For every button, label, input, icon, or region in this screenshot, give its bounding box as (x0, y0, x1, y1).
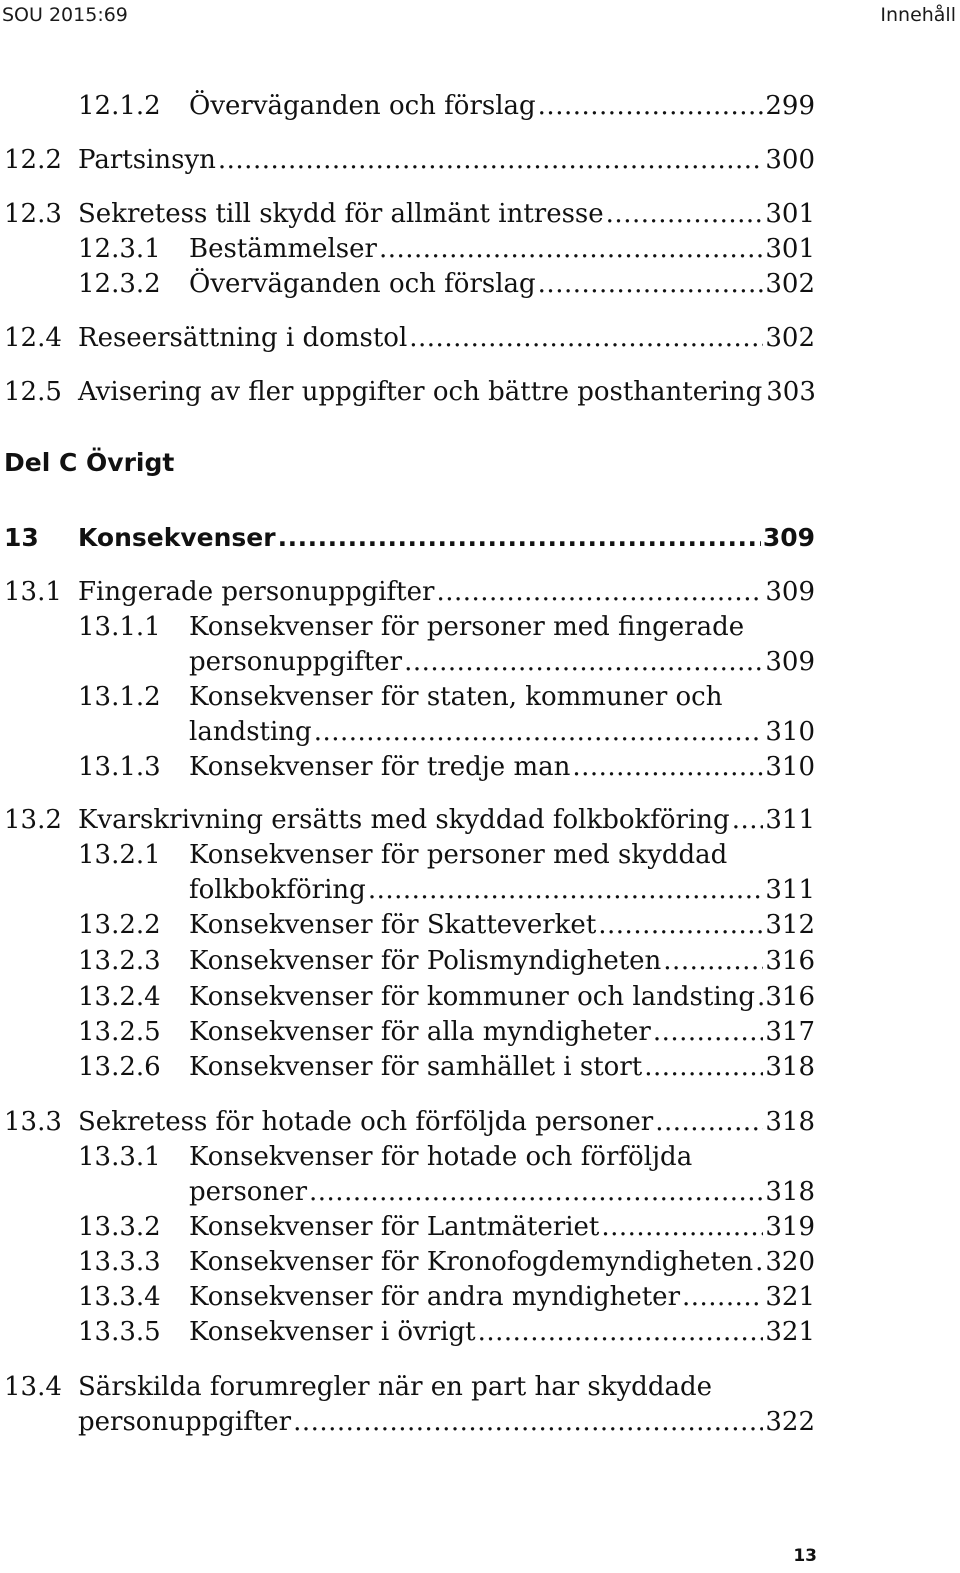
toc-entry-title: Konsekvenser för kommuner och landsting (189, 982, 756, 1012)
toc-entry-line (189, 750, 815, 785)
toc-entry-line (78, 143, 815, 178)
toc-entry-line (189, 1315, 815, 1350)
toc-leader-dots (538, 267, 764, 302)
toc-entry-line (189, 715, 815, 750)
toc-entry-page: 300 (765, 145, 815, 175)
toc-entry-title: personer (189, 1177, 308, 1207)
toc-entry-line (189, 89, 815, 124)
toc-entry-number: 12.3 (4, 199, 62, 229)
toc-entry-line (189, 1050, 815, 1085)
toc-entry-number: 13.4 (4, 1372, 62, 1402)
toc-entry-title: Konsekvenser för samhället i stort (189, 1052, 643, 1082)
toc-entry-number: 12.4 (4, 323, 62, 353)
toc-entry-line (189, 1175, 815, 1210)
toc-entry-title: Sekretess för hotade och förföljda personer (78, 1107, 654, 1137)
toc-entry-title: Konsekvenser för Kronofogdemyndigheten (189, 1247, 754, 1277)
toc-entry-page: 302 (765, 269, 815, 299)
toc-entry-number: 13.2.5 (78, 1017, 161, 1047)
toc-leader-dots (757, 980, 763, 1015)
toc-entry-title: Särskilda forumregler när en part har skyddade (78, 1372, 713, 1402)
toc-entry[interactable] (0, 1210, 960, 1245)
toc-entry-line (189, 1245, 815, 1280)
toc-entry-line (189, 1280, 815, 1315)
toc-entry-line (78, 803, 815, 838)
toc-leader-dots (314, 715, 764, 750)
toc-entry-title: Konsekvenser för personer med fingerade (189, 612, 745, 642)
chapter-line (78, 520, 815, 555)
toc-leader-dots (538, 89, 764, 124)
toc-entry-title: Partsinsyn (78, 145, 216, 175)
toc-entry-number: 13.3.5 (78, 1317, 161, 1347)
toc-entry-line (189, 267, 815, 302)
toc-entry[interactable] (0, 267, 960, 302)
toc-entry-title: Reseersättning i domstol (78, 323, 408, 353)
toc-leader-dots (409, 321, 763, 356)
toc-leader-dots (379, 232, 763, 267)
toc-entry[interactable] (0, 321, 960, 356)
toc-entry[interactable] (0, 980, 960, 1015)
toc-entry-line (189, 980, 815, 1015)
toc-entry-page: 310 (765, 752, 815, 782)
toc-entry-page: 316 (765, 982, 815, 1012)
toc-entry-title: Kvarskrivning ersätts med skyddad folkbokföring (78, 805, 730, 835)
toc-entry[interactable] (0, 680, 960, 750)
toc-entry-number: 13.2 (4, 805, 62, 835)
toc-entry[interactable] (0, 1315, 960, 1350)
toc-entry-page: 318 (765, 1177, 815, 1207)
toc-entry-title: folkbokföring (189, 875, 366, 905)
toc-entry-line (189, 873, 815, 908)
toc-entry-line (78, 321, 815, 356)
toc-entry[interactable] (0, 1050, 960, 1085)
toc-entry-title: landsting (189, 717, 312, 747)
toc-entry-title: Fingerade personuppgifter (78, 577, 435, 607)
toc-entry-title: Konsekvenser för Lantmäteriet (189, 1212, 600, 1242)
toc-entry-number: 13.3.3 (78, 1247, 161, 1277)
toc-entry-number: 13.3 (4, 1107, 62, 1137)
toc-leader-dots (601, 1210, 763, 1245)
toc-entry-title: Konsekvenser för staten, kommuner och (189, 682, 723, 712)
toc-entry-number: 13.1.3 (78, 752, 161, 782)
page-number: 13 (793, 1546, 817, 1566)
toc-entry-title: Konsekvenser för personer med skyddad (189, 840, 728, 870)
toc-entry-line (78, 375, 815, 410)
toc-entry-number: 13.2.2 (78, 910, 161, 940)
toc-entry-page: 318 (765, 1107, 815, 1137)
toc-entry-number: 12.2 (4, 145, 62, 175)
toc-entry-title: Konsekvenser för tredje man (189, 752, 571, 782)
toc-entry-number: 13.2.1 (78, 840, 161, 870)
toc-entry-title: Konsekvenser i övrigt (189, 1317, 476, 1347)
toc-leader-dots (655, 1105, 763, 1140)
toc-entry-title: Överväganden och förslag (189, 269, 536, 299)
toc-entry-number: 13.3.2 (78, 1212, 161, 1242)
toc-entry-line (189, 232, 815, 267)
toc-leader-dots (653, 1015, 764, 1050)
toc-entry-number: 13.1.1 (78, 612, 161, 642)
toc-entry-page: 309 (765, 647, 815, 677)
chapter-page: 309 (762, 523, 815, 552)
toc-entry-page: 301 (765, 234, 815, 264)
toc-entry[interactable] (0, 143, 960, 178)
toc-entry-number: 12.5 (4, 377, 62, 407)
toc-entry-number: 12.1.2 (78, 91, 161, 121)
running-header-right: Innehåll (880, 4, 956, 26)
toc-entry-line (189, 645, 815, 680)
toc-entry-number: 13.2.3 (78, 946, 161, 976)
toc-entry[interactable] (0, 375, 960, 410)
toc-entry[interactable] (0, 575, 960, 610)
toc-entry-page: 310 (765, 717, 815, 747)
toc-leader-dots (644, 1050, 763, 1085)
toc-entry-number: 12.3.2 (78, 269, 161, 299)
toc-entry-page: 318 (765, 1052, 815, 1082)
toc-entry-number: 13.2.4 (78, 982, 161, 1012)
toc-entry-title: personuppgifter (189, 647, 403, 677)
toc-entry-page: 316 (765, 946, 815, 976)
toc-entry-page: 317 (765, 1017, 815, 1047)
toc-entry-page: 301 (765, 199, 815, 229)
toc-entry-page: 311 (765, 875, 815, 905)
toc-entry-line (189, 1015, 815, 1050)
toc-entry-line (78, 1105, 815, 1140)
toc-leader-dots (478, 1315, 764, 1350)
toc-entry-line (189, 944, 815, 979)
toc-entry[interactable] (0, 1140, 960, 1210)
chapter-title: Konsekvenser (78, 523, 276, 552)
toc-leader-dots (436, 575, 763, 610)
toc-entry-number: 13.1.2 (78, 682, 161, 712)
toc-entry[interactable] (0, 1370, 960, 1440)
toc-entry-page: 312 (765, 910, 815, 940)
toc-leader-dots (606, 197, 764, 232)
toc-entry[interactable] (0, 610, 960, 680)
toc-leader-dots (663, 944, 763, 979)
toc-entry[interactable] (0, 1245, 960, 1280)
toc-entry-title: Sekretess till skydd för allmänt intresse (78, 199, 604, 229)
toc-leader-dots (368, 873, 764, 908)
running-header-left: SOU 2015:69 (2, 4, 128, 26)
toc-entry-number: 13.2.6 (78, 1052, 161, 1082)
toc-entry[interactable] (0, 1015, 960, 1050)
toc-entry-number: 12.3.1 (78, 234, 161, 264)
toc-entry-page: 319 (765, 1212, 815, 1242)
toc-entry-page: 321 (765, 1317, 815, 1347)
toc-leader-dots (598, 908, 763, 943)
toc-entry[interactable] (0, 750, 960, 785)
toc-entry-line (189, 1210, 815, 1245)
toc-entry[interactable] (0, 838, 960, 908)
toc-entry[interactable] (0, 89, 960, 124)
toc-entry[interactable] (0, 232, 960, 267)
toc-leader-dots (682, 1280, 763, 1315)
toc-leader-dots (309, 1175, 763, 1210)
toc-entry-page: 320 (765, 1247, 815, 1277)
toc-entry-title: Konsekvenser för Polismyndigheten (189, 946, 662, 976)
toc-entry-page: 303 (766, 377, 816, 407)
toc-entry-title: Konsekvenser för Skatteverket (189, 910, 597, 940)
toc-entry[interactable] (0, 944, 960, 979)
toc-leader-dots (732, 803, 764, 838)
toc-entry-line (78, 197, 815, 232)
chapter-number: 13 (4, 523, 39, 552)
toc-entry[interactable] (0, 803, 960, 838)
toc-entry-title: Konsekvenser för hotade och förföljda (189, 1142, 693, 1172)
toc-entry[interactable] (0, 1280, 960, 1315)
toc-entry-number: 13.1 (4, 577, 62, 607)
toc-leader-dots (404, 645, 763, 680)
toc-leader-dots (218, 143, 763, 178)
toc-entry-title: Överväganden och förslag (189, 91, 536, 121)
toc-entry-number: 13.3.1 (78, 1142, 161, 1172)
toc-entry-line (189, 908, 815, 943)
toc-entry-page: 309 (765, 577, 815, 607)
toc-entry-title: Konsekvenser för alla myndigheter (189, 1017, 651, 1047)
toc-entry-page: 321 (765, 1282, 815, 1312)
toc-entry-line (78, 575, 815, 610)
toc-entry-line (78, 1405, 815, 1440)
toc-leader-dots (293, 1405, 763, 1440)
toc-entry-title: Bestämmelser (189, 234, 377, 264)
toc-entry-title: Konsekvenser för andra myndigheter (189, 1282, 680, 1312)
toc-entry-page: 311 (765, 805, 815, 835)
toc-entry[interactable] (0, 1105, 960, 1140)
toc-leader-dots (572, 750, 763, 785)
toc-entry-page: 322 (765, 1407, 815, 1437)
toc-entry[interactable] (0, 197, 960, 232)
part-heading: Del C Övrigt (4, 448, 175, 477)
toc-entry-number: 13.3.4 (78, 1282, 161, 1312)
toc-entry-page: 299 (765, 91, 815, 121)
toc-entry[interactable] (0, 908, 960, 943)
toc-leader-dots (278, 520, 761, 555)
toc-entry-title: Avisering av fler uppgifter och bättre posthantering (78, 377, 763, 407)
toc-entry-page: 302 (765, 323, 815, 353)
toc-entry-title: personuppgifter (78, 1407, 292, 1437)
toc-leader-dots (755, 1245, 763, 1280)
